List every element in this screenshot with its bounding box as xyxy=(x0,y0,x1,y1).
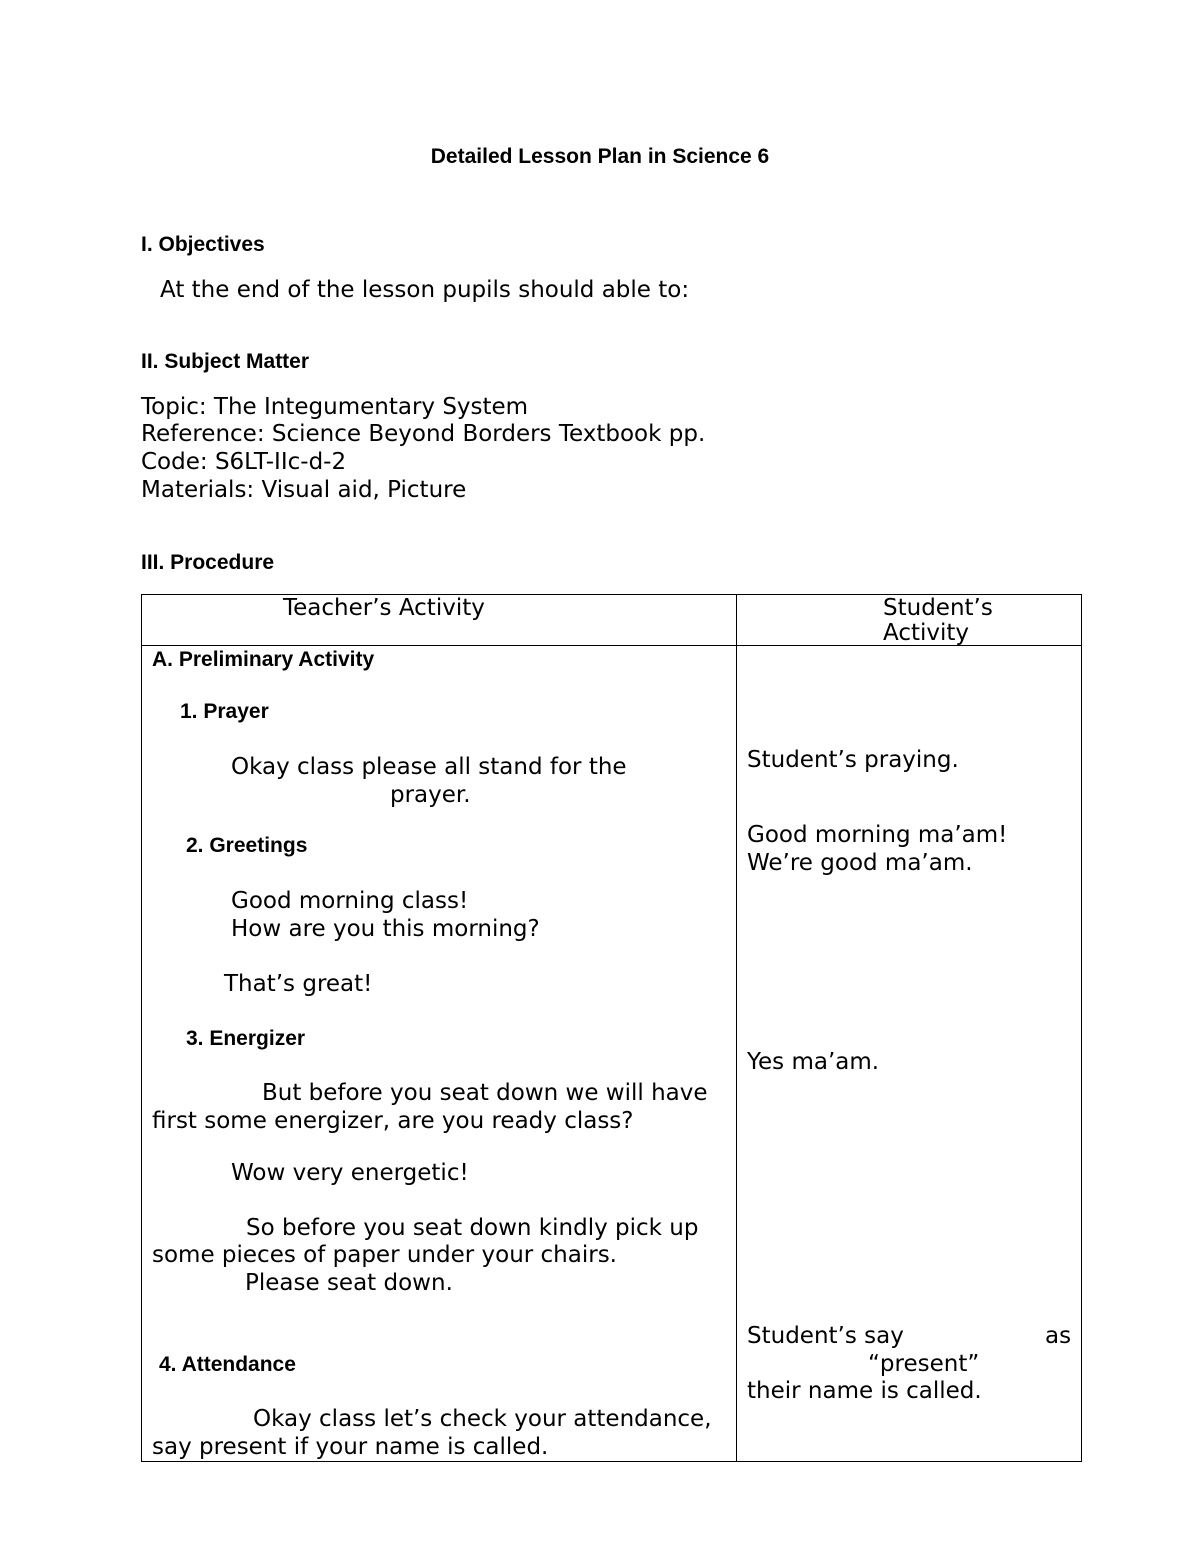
energizer-teacher-line2: first some energizer, are you ready class? xyxy=(152,1108,634,1134)
objectives-heading: I. Objectives xyxy=(141,233,265,256)
energizer-heading: 3. Energizer xyxy=(186,1027,306,1050)
attendance-heading: 4. Attendance xyxy=(159,1353,296,1376)
topic-line: Topic: The Integumentary System xyxy=(141,394,529,420)
prayer-teacher-line2: prayer. xyxy=(390,782,471,808)
subject-matter-heading: II. Subject Matter xyxy=(141,350,310,373)
greetings-student-line1: Good morning ma’am! xyxy=(747,822,1008,848)
energizer-teacher-line1: But before you seat down we will have xyxy=(262,1080,708,1106)
table-column-divider xyxy=(736,594,737,1462)
attendance-student-line3: their name is called. xyxy=(747,1378,982,1404)
energizer-teacher-line5: some pieces of paper under your chairs. xyxy=(152,1242,617,1268)
table-border-bottom xyxy=(141,1461,1082,1462)
procedure-heading: III. Procedure xyxy=(141,551,275,574)
code-line: Code: S6LT-IIc-d-2 xyxy=(141,449,347,475)
col-header-teacher: Teacher’s Activity xyxy=(283,595,485,621)
greetings-heading: 2. Greetings xyxy=(186,834,308,857)
prayer-student: Student’s praying. xyxy=(747,747,959,773)
col-header-student-line1: Student’s xyxy=(883,595,993,621)
objectives-intro: At the end of the lesson pupils should able to: xyxy=(160,277,690,303)
table-border-left xyxy=(141,594,142,1462)
attendance-teacher-line1: Okay class let’s check your attendance, xyxy=(253,1406,712,1432)
materials-line: Materials: Visual aid, Picture xyxy=(141,477,467,503)
col-header-student-line2: Activity xyxy=(883,620,970,646)
greetings-teacher-line3: That’s great! xyxy=(224,971,373,997)
attendance-student-line2: “present” xyxy=(868,1351,980,1377)
energizer-teacher-line6: Please seat down. xyxy=(245,1270,453,1296)
prayer-heading: 1. Prayer xyxy=(180,700,269,723)
table-border-right xyxy=(1081,594,1082,1462)
greetings-teacher-line1: Good morning class! xyxy=(231,888,469,914)
attendance-student-line1b: as xyxy=(1045,1323,1072,1349)
energizer-student: Yes ma’am. xyxy=(747,1049,880,1075)
greetings-teacher-line2: How are you this morning? xyxy=(231,916,540,942)
attendance-student-line1a: Student’s say xyxy=(747,1323,904,1349)
greetings-student-line2: We’re good ma’am. xyxy=(747,850,973,876)
prayer-teacher-line1: Okay class please all stand for the xyxy=(231,754,627,780)
procedure-table xyxy=(141,594,1082,1462)
attendance-teacher-line2: say present if your name is called. xyxy=(152,1434,549,1460)
energizer-teacher-line4: So before you seat down kindly pick up xyxy=(246,1215,699,1241)
page-title: Detailed Lesson Plan in Science 6 xyxy=(430,145,770,168)
reference-line: Reference: Science Beyond Borders Textbook pp. xyxy=(141,421,706,447)
energizer-teacher-line3: Wow very energetic! xyxy=(231,1160,469,1186)
section-preliminary-activity: A. Preliminary Activity xyxy=(152,648,375,671)
